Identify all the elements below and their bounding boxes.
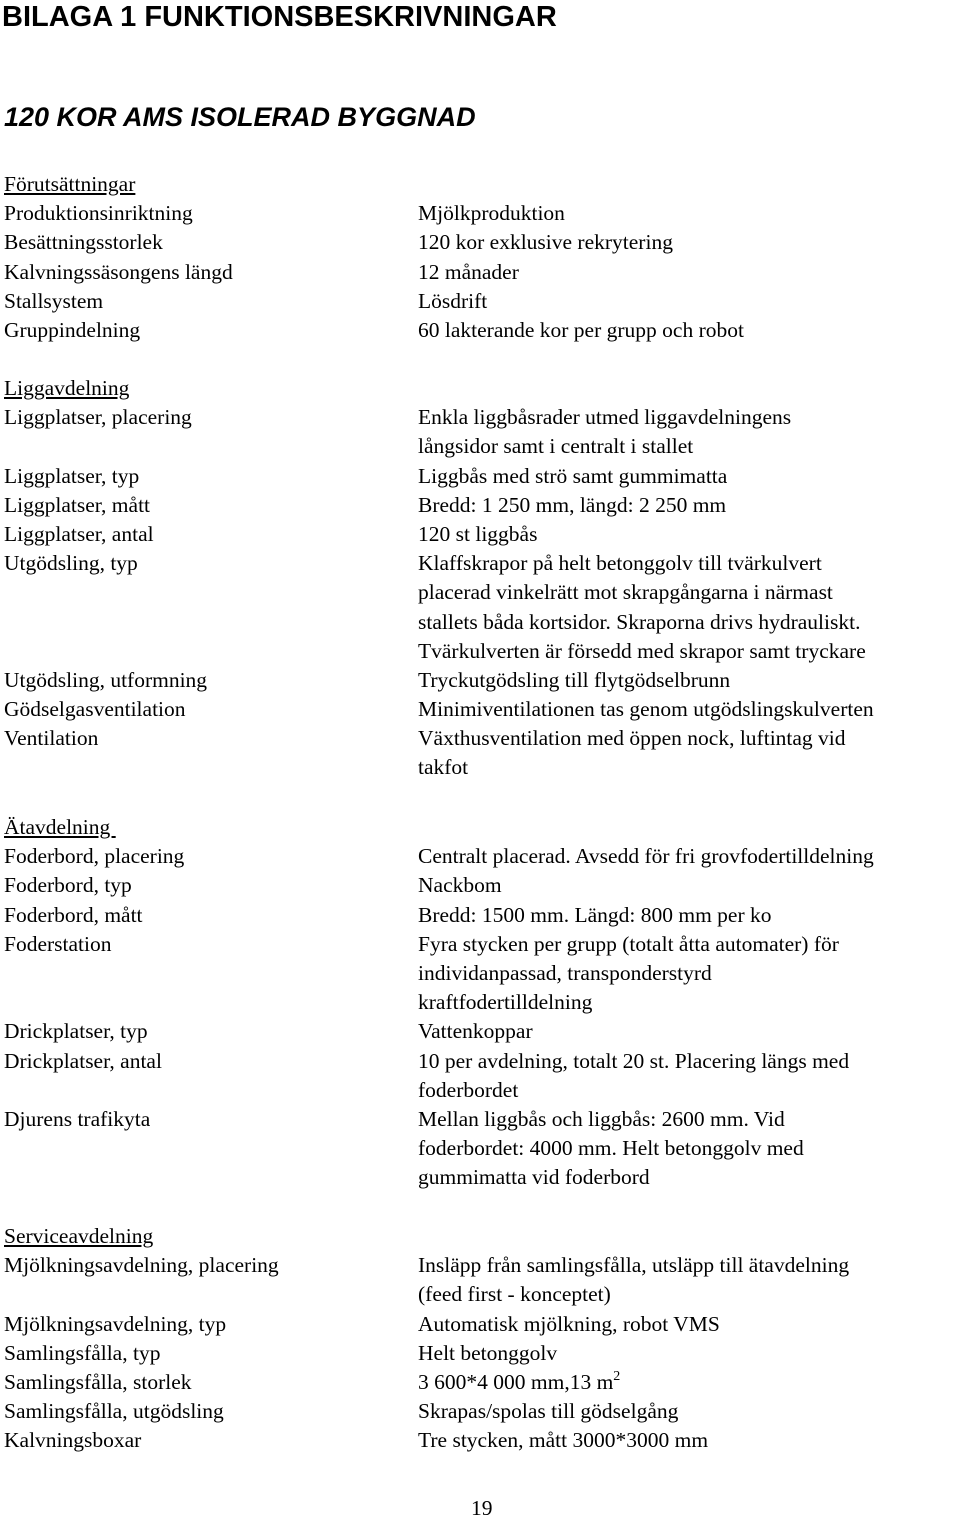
- spec-label: Liggplatser, placering: [4, 405, 192, 430]
- superscript: 2: [613, 1368, 621, 1384]
- spec-row: [0, 871, 960, 900]
- spec-value: [418, 1134, 804, 1163]
- section-heading-row: [0, 813, 960, 842]
- spec-row: [0, 901, 960, 930]
- spec-row: [0, 432, 960, 461]
- spec-row: [0, 666, 960, 695]
- section-heading-row: [0, 170, 960, 199]
- spec-label: Foderbord, placering: [4, 844, 185, 869]
- spec-value: [418, 871, 502, 900]
- spec-row: [0, 520, 960, 549]
- spec-value-text: Mjölkproduktion: [418, 201, 565, 226]
- spec-label: Samlingsfålla, utgödsling: [4, 1399, 224, 1424]
- spec-label: Samlingsfålla, typ: [4, 1340, 161, 1365]
- spec-value: [418, 258, 519, 287]
- spec-value-text: Tre stycken, mått 3000*3000 mm: [418, 1428, 709, 1453]
- spec-value-text: 10 per avdelning, totalt 20 st. Placering längs med: [418, 1048, 850, 1073]
- spec-label: Mjölkningsavdelning, typ: [4, 1311, 227, 1336]
- spec-label: Utgödsling, typ: [4, 551, 138, 576]
- spec-label: Produktionsinriktning: [4, 201, 193, 226]
- spec-row: [0, 1397, 960, 1426]
- spec-row: [0, 1251, 960, 1280]
- spec-value-text: individanpassad, transponderstyrd: [418, 960, 712, 985]
- spec-row: [0, 578, 960, 607]
- spec-value-text: Bredd: 1 250 mm, längd: 2 250 mm: [418, 492, 727, 517]
- spec-value: [418, 403, 791, 432]
- spec-value-text: Minimiventilationen tas genom utgödslingskulverten: [418, 697, 874, 722]
- section-serviceavdelning: [0, 1222, 960, 1456]
- spec-value: [418, 1339, 557, 1368]
- spec-value: [418, 1310, 720, 1339]
- spec-value-text: Centralt placerad. Avsedd för fri grovfodertilldelning: [418, 844, 874, 869]
- spec-value-text: Insläpp från samlingsfålla, utsläpp till ätavdelning: [418, 1253, 850, 1278]
- spec-row: [0, 1134, 960, 1163]
- spec-value-text: foderbordet: [418, 1077, 519, 1102]
- section-heading: Förutsättningar: [4, 172, 136, 196]
- spec-value-text: gummimatta vid foderbord: [418, 1165, 650, 1190]
- spec-value-text: stallets båda kortsidor. Skraporna drivs hydrauliskt.: [418, 609, 861, 634]
- section-liggavdelning: [0, 374, 960, 783]
- spec-row: [0, 724, 960, 753]
- spec-row: [0, 695, 960, 724]
- spec-row: [0, 959, 960, 988]
- spec-row: [0, 1368, 960, 1397]
- spec-row: [0, 403, 960, 432]
- spec-value-text: 60 lakterande kor per grupp och robot: [418, 317, 744, 342]
- spec-row: [0, 258, 960, 287]
- spec-value-text: Enkla liggbåsrader utmed liggavdelningens: [418, 405, 792, 430]
- spec-label: Gödselgasventilation: [4, 697, 186, 722]
- spec-value: [418, 1251, 849, 1280]
- spec-value-text: 120 kor exklusive rekrytering: [418, 230, 673, 255]
- spec-value-text: 120 st liggbås: [418, 521, 538, 546]
- spec-row: [0, 491, 960, 520]
- spec-value-text: Tryckutgödsling till flytgödselbrunn: [418, 667, 731, 692]
- spec-row: [0, 199, 960, 228]
- spec-value: [418, 1397, 678, 1426]
- spec-row: [0, 1339, 960, 1368]
- spec-value: [418, 1426, 708, 1455]
- spec-value-text: Automatisk mjölkning, robot VMS: [418, 1311, 720, 1336]
- spec-row: [0, 1426, 960, 1455]
- spec-label: Djurens trafikyta: [4, 1106, 151, 1131]
- spec-row: [0, 287, 960, 316]
- spec-value: [418, 316, 744, 345]
- spec-value-text: takfot: [418, 755, 469, 780]
- spec-row: [0, 637, 960, 666]
- section-heading-row: [0, 1222, 960, 1251]
- spec-row: [0, 228, 960, 257]
- spec-label: Liggplatser, antal: [4, 521, 154, 546]
- spec-value: [418, 228, 673, 257]
- section-heading-row: [0, 374, 960, 403]
- spec-value: [418, 199, 565, 228]
- spec-label: Drickplatser, typ: [4, 1019, 148, 1044]
- spec-row: [0, 753, 960, 782]
- spec-value: [418, 1076, 518, 1105]
- spec-row: [0, 1105, 960, 1134]
- spec-value: [418, 1368, 620, 1397]
- spec-row: [0, 608, 960, 637]
- spec-value-text: Helt betonggolv: [418, 1340, 558, 1365]
- spec-label: Utgödsling, utformning: [4, 667, 208, 692]
- spec-label: Foderstation: [4, 931, 112, 956]
- spec-value-text: Växthusventilation med öppen nock, luftintag vid: [418, 726, 846, 751]
- page-number: 19: [471, 1496, 493, 1520]
- spec-value: [418, 1163, 650, 1192]
- spec-value-text: långsidor samt i centralt i stallet: [418, 434, 694, 459]
- spec-label: Foderbord, typ: [4, 873, 132, 898]
- spec-row: [0, 1047, 960, 1076]
- spec-value-text: Skrapas/spolas till gödselgång: [418, 1399, 679, 1424]
- spec-value-text: Tvärkulverten är försedd med skrapor samt tryckare: [418, 638, 866, 663]
- spec-label: Besättningsstorlek: [4, 230, 163, 255]
- spec-value-text: Vattenkoppar: [418, 1019, 533, 1044]
- spec-value: [418, 287, 487, 316]
- spec-value-text: Bredd: 1500 mm. Längd: 800 mm per ko: [418, 902, 772, 927]
- spec-value-text: Nackbom: [418, 873, 502, 898]
- spec-row: [0, 988, 960, 1017]
- spec-label: Gruppindelning: [4, 317, 141, 342]
- section-heading: Serviceavdelning: [4, 1224, 154, 1248]
- spec-value: [418, 1105, 785, 1134]
- spec-value-text: Fyra stycken per grupp (totalt åtta automater) för: [418, 931, 839, 956]
- spec-value: [418, 432, 693, 461]
- spec-row: [0, 1076, 960, 1105]
- spec-value-text: foderbordet: 4000 mm. Helt betonggolv med: [418, 1136, 804, 1161]
- spec-value-text: (feed first - konceptet): [418, 1282, 611, 1307]
- spec-row: [0, 549, 960, 578]
- spec-value: [418, 988, 592, 1017]
- spec-value: [418, 959, 712, 988]
- spec-value-text: 12 månader: [418, 259, 519, 284]
- document-title: BILAGA 1 FUNKTIONSBESKRIVNINGAR: [2, 1, 557, 33]
- spec-row: [0, 1163, 960, 1192]
- spec-row: [0, 1017, 960, 1046]
- document-subtitle: 120 KOR AMS ISOLERAD BYGGNAD: [4, 102, 476, 132]
- spec-value: [418, 1017, 533, 1046]
- spec-label: Liggplatser, typ: [4, 463, 140, 488]
- spec-value-text: 3 600*4 000 mm,13 m: [418, 1369, 614, 1394]
- spec-row: [0, 462, 960, 491]
- spec-value: [418, 666, 730, 695]
- spec-value: [418, 637, 866, 666]
- spec-value-text: Mellan liggbås och liggbås: 2600 mm. Vid: [418, 1106, 785, 1131]
- spec-label: Liggplatser, mått: [4, 492, 151, 517]
- spec-label: Ventilation: [4, 726, 99, 751]
- spec-value: [418, 549, 822, 578]
- spec-value: [418, 842, 874, 871]
- spec-label: Drickplatser, antal: [4, 1048, 162, 1073]
- spec-row: [0, 842, 960, 871]
- spec-label: Foderbord, mått: [4, 902, 143, 927]
- spec-value: [418, 724, 846, 753]
- spec-label: Mjölkningsavdelning, placering: [4, 1253, 279, 1278]
- spec-label: Stallsystem: [4, 288, 104, 313]
- section-heading: Ätavdelning: [4, 815, 116, 839]
- spec-value: [418, 578, 833, 607]
- section-forutsattningar: [0, 170, 960, 345]
- spec-value-text: placerad vinkelrätt mot skrapgångarna i närmast: [418, 580, 833, 605]
- spec-value-text: Liggbås med strö samt gummimatta: [418, 463, 728, 488]
- spec-value-text: Lösdrift: [418, 288, 488, 313]
- spec-value: [418, 930, 839, 959]
- spec-label: Samlingsfålla, storlek: [4, 1369, 192, 1394]
- spec-value: [418, 1280, 611, 1309]
- spec-row: [0, 930, 960, 959]
- spec-value-text: Klaffskrapor på helt betonggolv till tvärkulvert: [418, 551, 822, 576]
- section-heading: Liggavdelning: [4, 376, 130, 400]
- spec-value: [418, 491, 726, 520]
- spec-row: [0, 1310, 960, 1339]
- spec-value-text: kraftfodertilldelning: [418, 990, 593, 1015]
- spec-row: [0, 316, 960, 345]
- spec-label: Kalvningssäsongens längd: [4, 259, 233, 284]
- spec-label: Kalvningsboxar: [4, 1428, 142, 1453]
- spec-row: [0, 1280, 960, 1309]
- spec-value: [418, 1047, 849, 1076]
- spec-value: [418, 753, 468, 782]
- spec-value: [418, 462, 727, 491]
- spec-value: [418, 608, 860, 637]
- spec-value: [418, 695, 874, 724]
- section-atavdelning: [0, 813, 960, 1192]
- spec-value: [418, 520, 537, 549]
- spec-value: [418, 901, 772, 930]
